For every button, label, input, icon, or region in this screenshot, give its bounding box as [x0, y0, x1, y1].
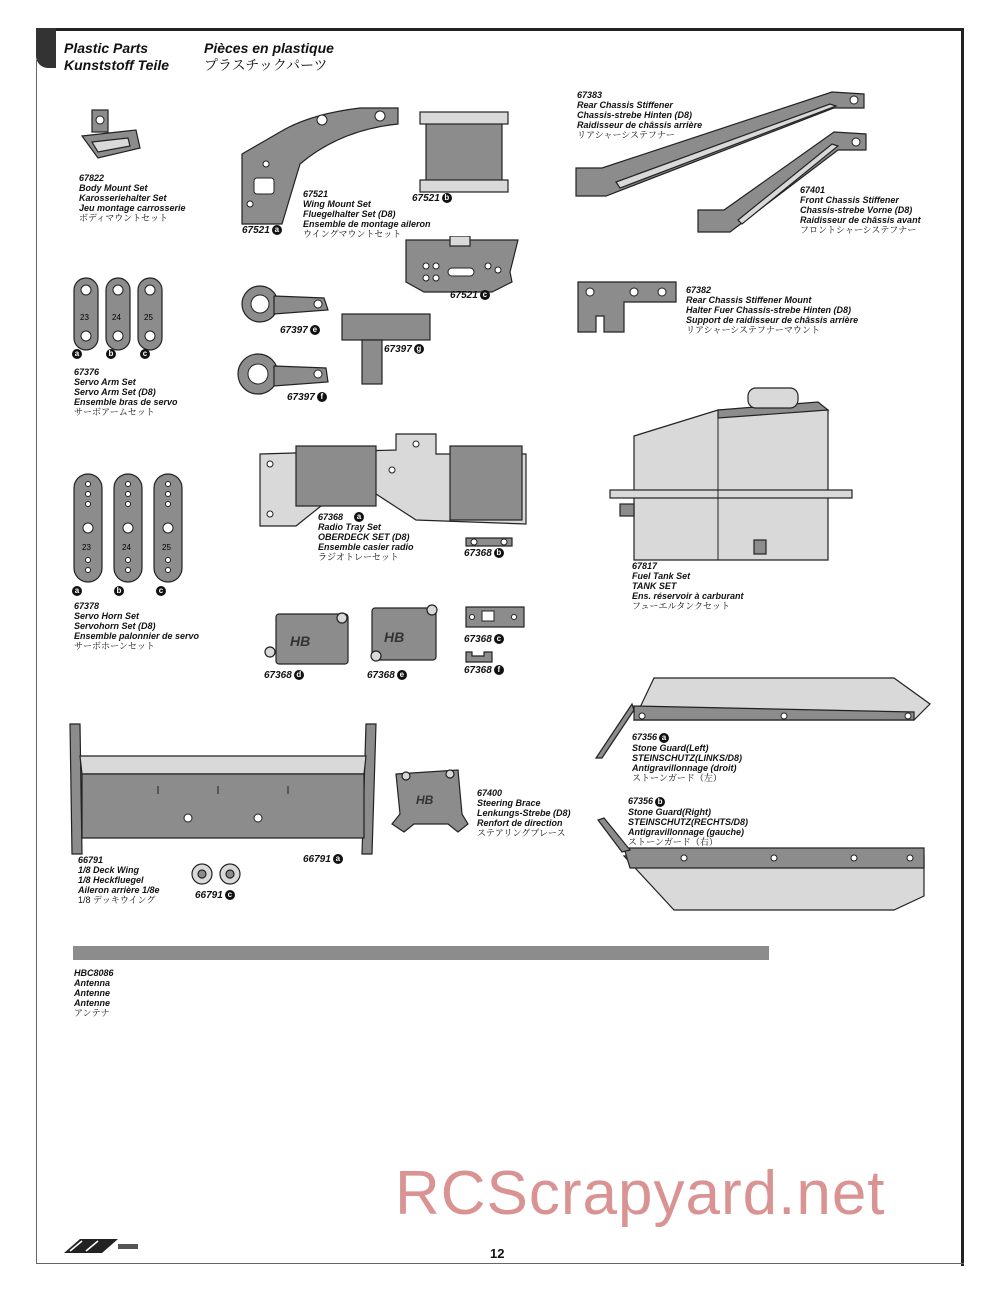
callout-67521b: 67521 b: [412, 193, 452, 204]
servo-horn-num-24: 24: [122, 543, 131, 552]
callout-67397f: 67397 f: [287, 392, 327, 403]
callout-66791a: 66791 a: [303, 854, 343, 865]
part-67368c-drawing: [464, 605, 526, 629]
callout-67368e: 67368 e: [367, 670, 407, 681]
hb-logo-icon: [60, 1235, 140, 1257]
part-67368d-drawing: [262, 608, 354, 670]
svg-text:HB: HB: [416, 793, 434, 807]
servo-arm-badges: a b c: [70, 349, 150, 360]
frame-top: [36, 28, 964, 31]
part-67368e-drawing: [368, 602, 446, 664]
label-67376: 67376 Servo Arm Set Servo Arm Set (D8) Ensemble bras de servo サーボアームセット: [74, 367, 178, 417]
label-67356b: 67356 b Stone Guard(Right) STEINSCHUTZ(RECHTS/D8) Antigravillonnage (gauche) ストーンガード（右）: [628, 796, 749, 847]
servo-horn-num-25: 25: [162, 543, 171, 552]
deck-wing-drawing: [68, 720, 380, 860]
servo-arm-num-23: 23: [80, 313, 89, 322]
body-mount-drawing: [78, 108, 148, 168]
servo-arm-num-25: 25: [144, 313, 153, 322]
svg-text:HB: HB: [384, 629, 405, 645]
callout-67521a: 67521 a: [242, 225, 282, 236]
label-67368: 67368 Radio Tray Set OBERDECK SET (D8) Ensemble casier radio ラジオトレーセット: [318, 512, 414, 562]
badge-67368a: a: [352, 512, 364, 523]
label-67378: 67378 Servo Horn Set Servohorn Set (D8) Ensemble palonnier de servo サーボホーンセット: [74, 601, 200, 651]
fuel-tank-drawing: [608, 380, 858, 570]
label-67400: 67400 Steering Brace Lenkungs-Strebe (D8) Renfort de direction ステアリングブレース: [477, 788, 571, 838]
wing-mount-b-drawing: [418, 108, 518, 196]
callout-67397e: 67397 e: [280, 325, 320, 336]
servo-horn-drawing: [70, 472, 190, 588]
label-67383: 67383 Rear Chassis Stiffener Chassis-strebe Hinten (D8) Raidisseur de châssis arrière リアシャーシステフナー: [577, 90, 703, 140]
header-title-fr-jp: [204, 40, 334, 74]
frame-right: [961, 28, 964, 1266]
servo-arm-drawing: [70, 276, 170, 356]
callout-67521c: 67521 c: [450, 290, 490, 301]
callout-67368f: 67368 f: [464, 665, 504, 676]
header-tab: [36, 28, 56, 68]
antenna-drawing: [73, 946, 769, 960]
header-title-en-de: [64, 40, 169, 74]
stiffener-mount-drawing: [576, 280, 680, 336]
label-hbc8086: HBC8086 Antenna Antenne Antenne アンテナ: [74, 968, 114, 1018]
title-jp: プラスチックパーツ: [204, 57, 328, 73]
part-67397e-drawing: [240, 284, 336, 328]
label-67401: 67401 Front Chassis Stiffener Chassis-strebe Vorne (D8) Raidisseur de châssis avant フロントシャーシステフナー: [800, 185, 921, 235]
label-67382: 67382 Rear Chassis Stiffener Mount Halter Fuer Chassis-strebe Hinten (D8) Support de raidisseur de châssis arrière リアシャーシステフナーマウント: [686, 285, 859, 335]
callout-66791c: 66791 c: [195, 890, 235, 901]
frame-bottom: [36, 1263, 964, 1264]
steering-brace-drawing: [388, 764, 474, 836]
label-66791: 66791 1/8 Deck Wing 1/8 Heckfluegel Aileron arrière 1/8e 1/8 デッキウイング: [78, 855, 160, 905]
callout-67368c: 67368 c: [464, 634, 504, 645]
wing-washers-drawing: [190, 862, 246, 888]
title-en: Plastic Parts: [64, 40, 149, 56]
page-number: 12: [490, 1246, 505, 1261]
label-67822: 67822 Body Mount Set Karosseriehalter Set Jeu montage carrosserie ボディマウントセット: [79, 173, 186, 223]
watermark: RCScrapyard.net: [395, 1159, 886, 1228]
callout-67368d: 67368 d: [264, 670, 304, 681]
label-67356a: 67356 a Stone Guard(Left) STEINSCHUTZ(LINKS/D8) Antigravillonnage (droit) ストーンガード（左）: [632, 732, 742, 783]
wing-mount-c-drawing: [402, 236, 522, 298]
svg-text:HB: HB: [290, 633, 311, 649]
title-de: Kunststoff Teile: [64, 57, 170, 73]
part-67368f-drawing: [464, 650, 494, 664]
title-fr: Pièces en plastique: [204, 40, 334, 56]
servo-horn-num-23: 23: [82, 543, 91, 552]
label-67521: 67521 Wing Mount Set Fluegelhalter Set (D8) Ensemble de montage aileron ウイングマウントセット: [303, 189, 431, 239]
servo-arm-num-24: 24: [112, 313, 121, 322]
callout-67368b: 67368 b: [464, 548, 504, 559]
frame-left: [36, 60, 37, 1264]
callout-67397g: 67397 g: [384, 344, 424, 355]
servo-horn-badges: a b c: [70, 586, 166, 597]
label-67817: 67817 Fuel Tank Set TANK SET Ens. réservoir à carburant フューエルタンクセット: [632, 561, 744, 611]
